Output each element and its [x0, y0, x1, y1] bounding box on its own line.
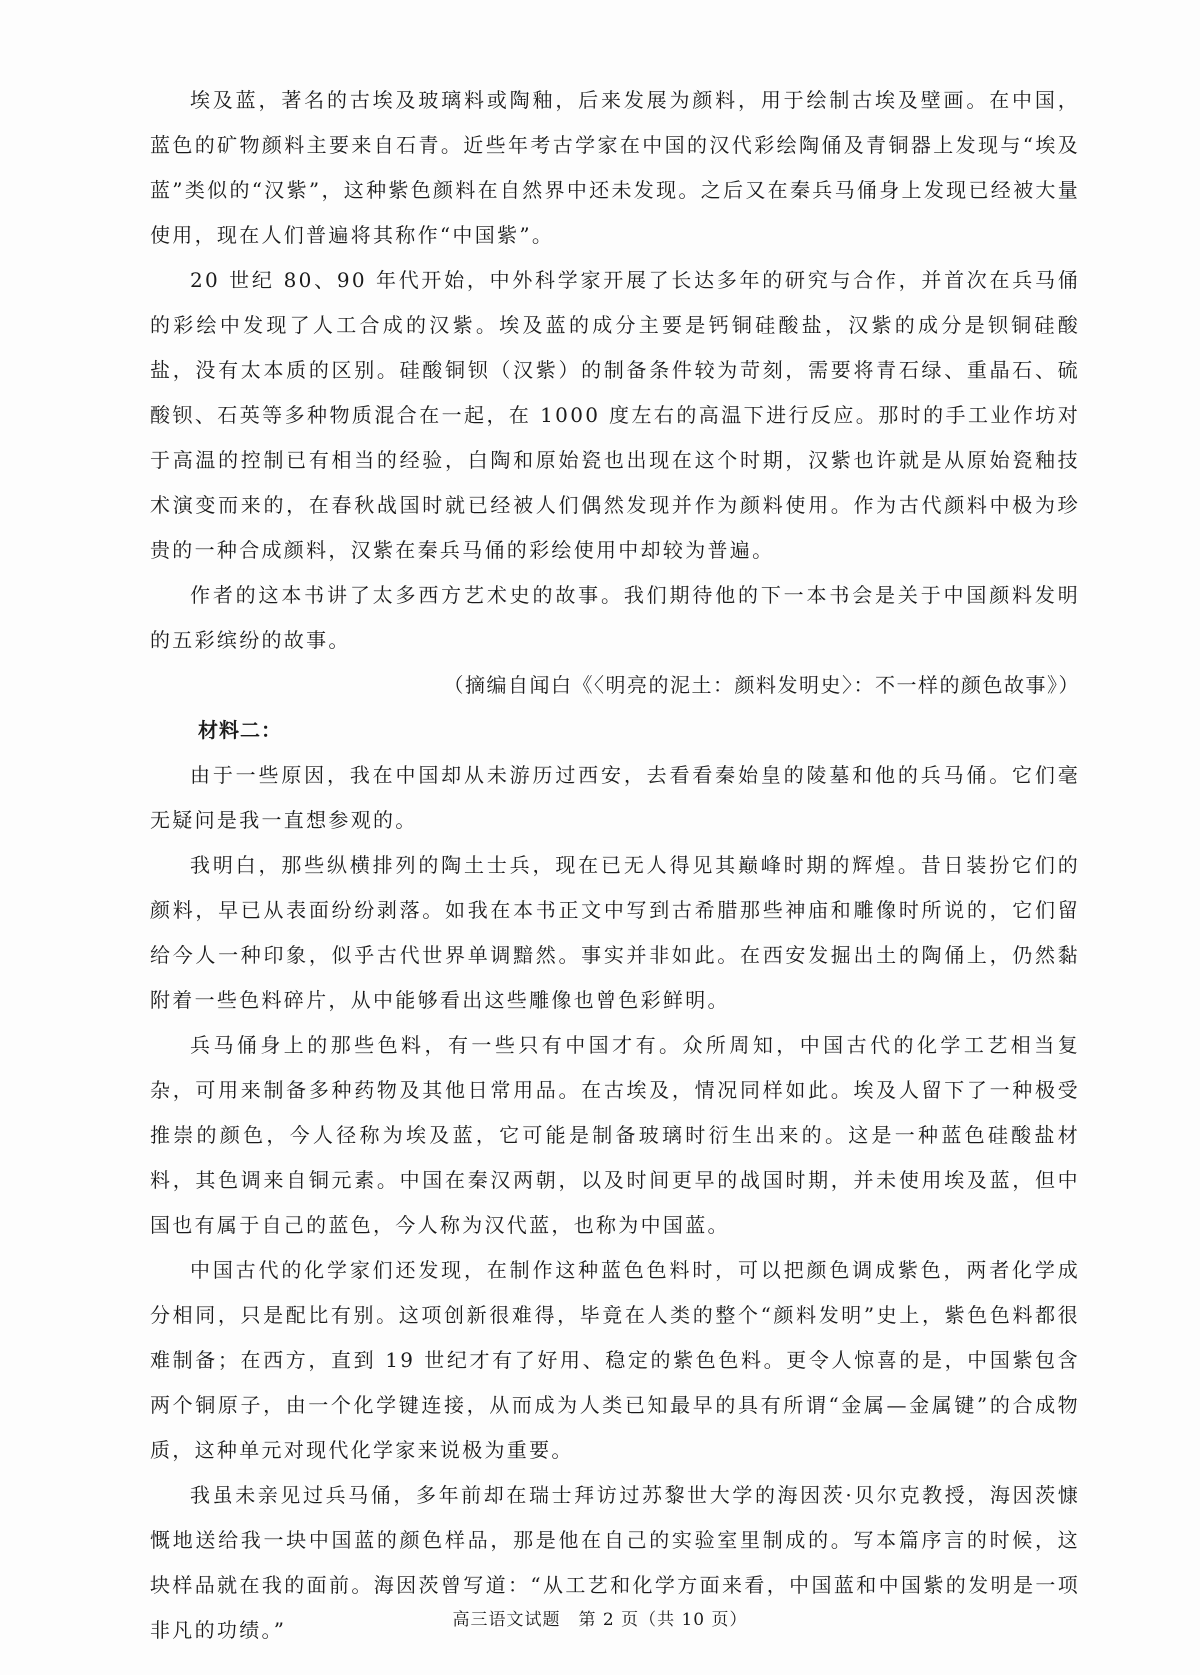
paragraph-han-purple-research: 20 世纪 80、90 年代开始，中外科学家开展了长达多年的研究与合作，并首次在兵马俑的彩绘中发现了人工合成的汉紫。埃及蓝的成分主要是钙铜硅酸盐，汉紫的成分是钡铜硅酸盐，没有太本质的区别。硅酸铜钡（汉紫）的制备条件较为苛刻，需要将青石绿、重晶石、硫酸钡、石英等多种物质混合在一起，在 1000 度左右的高温下进行反应。那时的手工业作坊对于高温的控制已有相当的经验，白陶和原始瓷也出现在这个时期，汉紫也许就是从原始瓷釉技术演变而来的，在春秋战国时就已经被人们偶然发现并作为颜料使用。作为古代颜料中极为珍贵的一种合成颜料，汉紫在秦兵马俑的彩绘使用中却较为普遍。 — [150, 268, 1080, 562]
paragraph-egyptian-blue: 埃及蓝，著名的古埃及玻璃料或陶釉，后来发展为颜料，用于绘制古埃及壁画。在中国，蓝色的矿物颜料主要来自石青。近些年考古学家在中国的汉代彩绘陶俑及青铜器上发现与“埃及蓝”类似的“汉紫”，这种紫色颜料在自然界中还未发现。之后又在秦兵马俑身上发现已经被大量使用，现在人们普遍将其称作“中国紫”。 — [150, 88, 1080, 247]
paragraph-chinese-pigments: 兵马俑身上的那些色料，有一些只有中国才有。众所周知，中国古代的化学工艺相当复杂，可用来制备多种药物及其他日常用品。在古埃及，情况同样如此。埃及人留下了一种极受推崇的颜色，今人径称为埃及蓝，它可能是制备玻璃时衍生出来的。这是一种蓝色硅酸盐材料，其色调来自铜元素。中国在秦汉两朝，以及时间更早的战国时期，并未使用埃及蓝，但中国也有属于自己的蓝色，今人称为汉代蓝，也称为中国蓝。 — [150, 1033, 1080, 1237]
paragraph-heinz-sample: 我虽未亲见过兵马俑，多年前却在瑞士拜访过苏黎世大学的海因茨·贝尔克教授，海因茨慷慨地送给我一块中国蓝的颜色样品，那是他在自己的实验室里制成的。写本篇序言的时候，这块样品就在我的面前。海因茨曾写道：“从工艺和化学方面来看，中国蓝和中国紫的发明是一项非凡的功绩。” — [150, 1483, 1080, 1642]
paragraph-xian-visit: 由于一些原因，我在中国却从未游历过西安，去看看秦始皇的陵墓和他的兵马俑。它们毫无疑问是我一直想参观的。 — [150, 763, 1080, 832]
article-body — [150, 78, 1080, 1653]
paragraph-chinese-purple: 中国古代的化学家们还发现，在制作这种蓝色色料时，可以把颜色调成紫色，两者化学成分相同，只是配比有别。这项创新很难得，毕竟在人类的整个“颜料发明”史上，紫色色料都很难制备；在西方，直到 19 世纪才有了好用、稳定的紫色色料。更令人惊喜的是，中国紫包含两个铜原子，由一个化学键连接，从而成为人类已知最早的具有所谓“金属—金属键”的合成物质，这种单元对现代化学家来说极为重要。 — [150, 1258, 1080, 1462]
paragraph-author-expectation: 作者的这本书讲了太多西方艺术史的故事。我们期待他的下一本书会是关于中国颜料发明的五彩缤纷的故事。 — [150, 583, 1080, 652]
source-citation: （摘编自闻白《〈明亮的泥土：颜料发明史〉：不一样的颜色故事》） — [443, 673, 1080, 697]
material-two-heading: 材料二： — [198, 718, 282, 742]
paragraph-terracotta-colors: 我明白，那些纵横排列的陶土士兵，现在已无人得见其巅峰时期的辉煌。昔日装扮它们的颜料，早已从表面纷纷剥落。如我在本书正文中写到古希腊那些神庙和雕像时所说的，它们留给今人一种印象，似乎古代世界单调黯然。事实并非如此。在西安发掘出土的陶俑上，仍然黏附着一些色料碎片，从中能够看出这些雕像也曾色彩鲜明。 — [150, 853, 1080, 1012]
page-footer: 高三语文试题 第 2 页（共 10 页） — [452, 1610, 748, 1630]
